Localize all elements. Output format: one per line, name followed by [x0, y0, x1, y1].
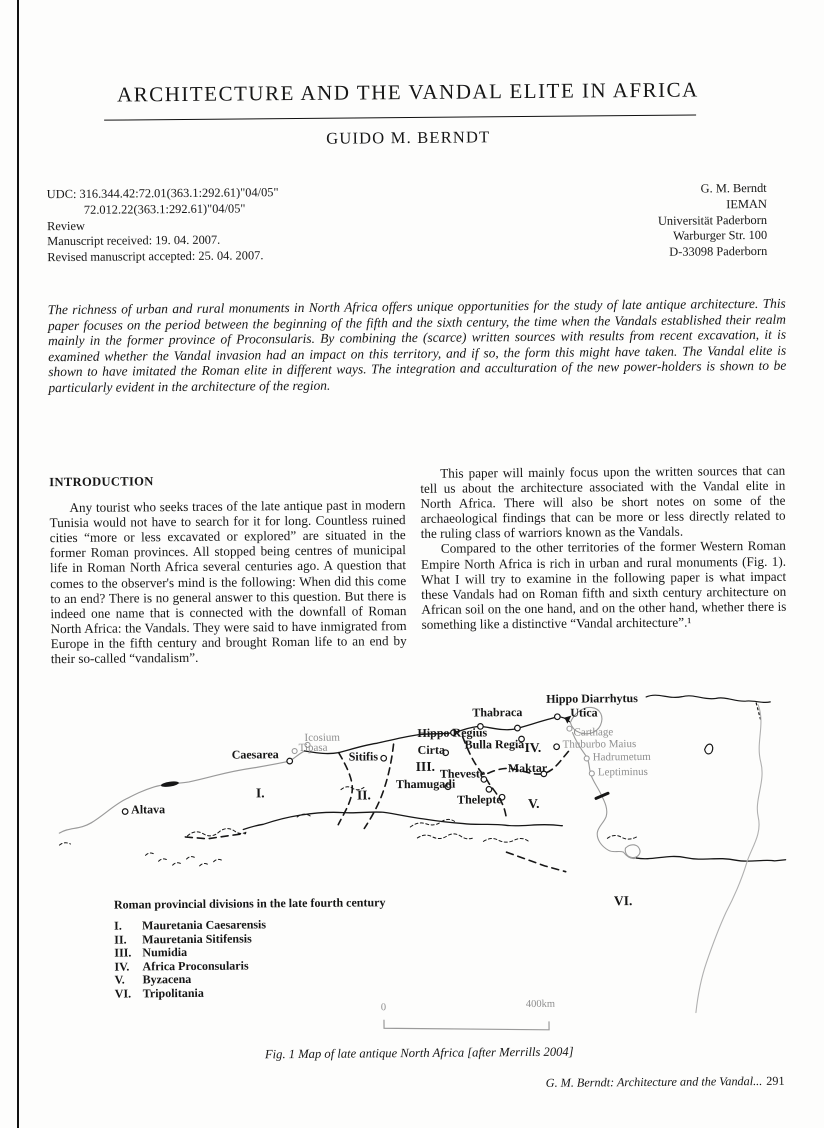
map-label-hadrumetum: Hadrumetum — [592, 750, 651, 764]
legend-name: Byzacena — [142, 972, 192, 987]
paper-title: ARCHITECTURE AND THE VANDAL ELITE IN AFRICA — [116, 77, 699, 107]
mountains — [59, 843, 70, 845]
figure-1-map — [46, 687, 789, 1043]
map-label-icosium: Icosium — [304, 731, 341, 744]
running-head: G. M. Berndt: Architecture and the Vandal... — [545, 1073, 763, 1090]
map-label-bulla-regia: Bulla Regia — [464, 737, 525, 752]
map-label-sitifis: Sitifis — [348, 749, 379, 764]
city-marker-sitifis — [381, 755, 387, 761]
map-province-I: I. — [255, 785, 265, 801]
author-name: GUIDO M. BERNDT — [326, 127, 491, 148]
small-squiggle — [705, 744, 713, 754]
map-label-thamugadi: Thamugadi — [395, 776, 456, 792]
sicily-coast — [646, 694, 770, 703]
map-label-thabraca: Thabraca — [472, 705, 523, 720]
map-label-utica: Utica — [570, 705, 598, 720]
legend-numeral: I. — [114, 918, 122, 933]
legend-name: Numidia — [142, 945, 188, 960]
map-province-V: V. — [528, 795, 540, 811]
legend-name: Tripolitania — [142, 985, 204, 1001]
udc-line-2: 72.012.22(363.1:292.61)"04/05" — [83, 201, 246, 217]
manuscript-received: Manuscript received: 19. 04. 2007. — [47, 233, 221, 249]
city-marker-altava — [122, 809, 128, 815]
city-marker-thuburbo-maius — [554, 744, 560, 750]
legend-title: Roman provincial divisions in the late fourth century — [113, 895, 386, 912]
abstract-text: The richness of urban and rural monuments in North Africa offers unique opportunities for the study of late antique architecture. This paper focuses on the period between the beginning of the fifth and the sixth century, the time when the Vandals established their realm mainly in the former province of Proconsularis. By combining the (scarce) written sources with results from recent excavation, it is examined whether the Vandal invasion had an impact on this territory, and if so, the form this might have taken. The Vandal elite is shown to have imitated the Roman elite in different ways. The integration and acculturation of the new power-holders is shown to be particularly evident in the architecture of the region. — [47, 295, 787, 396]
map-label-thelepte: Thelepte — [456, 792, 502, 807]
map-province-VI: VI. — [613, 893, 633, 909]
scale-end-label: 400km — [525, 998, 556, 1011]
scale-start-label: 0 — [380, 1002, 387, 1014]
coastline-southeast — [637, 855, 786, 862]
affiliation-line: Warburger Str. 100 — [672, 228, 768, 244]
udc-block — [47, 185, 279, 266]
affiliation-line: D-33098 Paderborn — [669, 244, 768, 259]
city-marker-hippo-diarrhytus — [555, 714, 561, 720]
legend-row — [115, 985, 387, 1001]
city-marker-tipasa — [292, 749, 297, 754]
legend-name: Mauretania Sitifensis — [142, 931, 252, 946]
mountains — [417, 834, 474, 840]
introduction-heading: INTRODUCTION — [49, 474, 154, 490]
article-type: Review — [46, 218, 85, 233]
map-province-II: II. — [356, 787, 371, 803]
legend-numeral: V. — [114, 972, 125, 987]
map-label-hippo-diarrhytus: Hippo Diarrhytus — [546, 691, 638, 706]
udc-line-1: UDC: 316.344.42:72.01(363.1:292.61)"04/05" — [46, 185, 279, 202]
manuscript-accepted: Revised manuscript accepted: 25. 04. 2007. — [47, 248, 264, 265]
city-marker-carthage — [567, 726, 572, 731]
legend-name: Mauretania Caesarensis — [142, 917, 267, 933]
legend-numeral: IV. — [114, 959, 130, 974]
map-label-theveste: Theveste — [439, 766, 486, 781]
legend-name: Africa Proconsularis — [142, 958, 249, 974]
legend-numeral: II. — [114, 932, 127, 947]
body-paragraph: Any tourist who seeks traces of the late antique past in modern Tunisia would not have to search for it for long. Countless ruined cities “more or less excavated or explored” are situated in the former Roman provinces. All stopped being centres of municipal life in Roman North Africa several centuries ago. A question that comes to the observer's mind is the following: When did this come to an end? There is no general answer to this question. But there is indeed one name that is connected with the downfall of Roman North Africa: the Vandals. They were said to have inmigrated from Europe in the fifth century and brought Roman life to an end by their so-called “vandalism”. — [49, 497, 407, 667]
page-footer — [384, 1074, 784, 1092]
map-label-leptiminus: Leptiminus — [597, 765, 648, 779]
legend-numeral: VI. — [114, 986, 132, 1001]
southern-frontier — [243, 810, 562, 829]
body-paragraph: Compared to the other territories of the former Western Roman Empire North Africa is rich in urban and rural monuments (Fig. 1). What I will try to examine in the following paper is what impact these Vandals had on Roman fifth and sixth century architecture on African soil on the one hand, and on the other hand, whether there is something like a distinctive “Vandal architecture”.¹ — [420, 538, 787, 632]
mountains — [483, 838, 529, 842]
map-label-carthage: Carthage — [573, 726, 614, 739]
map-label-tipasa: Tipasa — [298, 741, 328, 754]
left-column — [49, 472, 407, 666]
city-marker-hadrumetum — [584, 756, 589, 761]
city-marker-thabraca — [515, 725, 521, 731]
page-number: 291 — [766, 1073, 785, 1088]
map-label-maktar: Maktar — [507, 760, 548, 776]
djerba-island — [625, 845, 640, 858]
map-province-IV: IV. — [524, 739, 542, 756]
affiliation-line: IEMAN — [726, 196, 767, 212]
map-label-thuburbo-maius: Thuburbo Maius — [562, 738, 637, 751]
boundary-V-VI — [507, 852, 566, 873]
mountains — [607, 835, 636, 839]
mountains — [146, 852, 223, 866]
affiliation-line: Universität Paderborn — [657, 212, 768, 228]
map-label-hippo-regius: Hippo Regius — [417, 725, 488, 740]
body-paragraph: This paper will mainly focus upon the written sources that can tell us about the architecture associated with the Vandal elite in North Africa. There will also be short notes on some of the archaeological findings that can be more or less directly related to the ruling class of warriors known as the Vandals. — [420, 462, 786, 542]
affiliation-line: G. M. Berndt — [700, 180, 767, 196]
right-column — [420, 463, 786, 632]
figure-caption: Fig. 1 Map of late antique North Africa [after Merrills 2004] — [264, 1044, 574, 1062]
map-legend — [114, 895, 386, 1001]
legend-numeral: III. — [114, 945, 132, 960]
city-marker-leptiminus — [589, 771, 594, 776]
mountains — [297, 814, 310, 817]
map-label-altava: Altava — [131, 802, 166, 817]
affiliation-block — [658, 181, 768, 261]
map-province-III: III. — [415, 758, 435, 774]
map-label-cirta: Cirta — [417, 742, 446, 757]
city-marker-caesarea — [287, 758, 293, 764]
coastline-west — [59, 751, 306, 833]
scale-bar — [384, 1019, 549, 1031]
map-label-caesarea: Caesarea — [231, 747, 279, 762]
island — [161, 780, 180, 787]
title-divider — [104, 115, 696, 121]
